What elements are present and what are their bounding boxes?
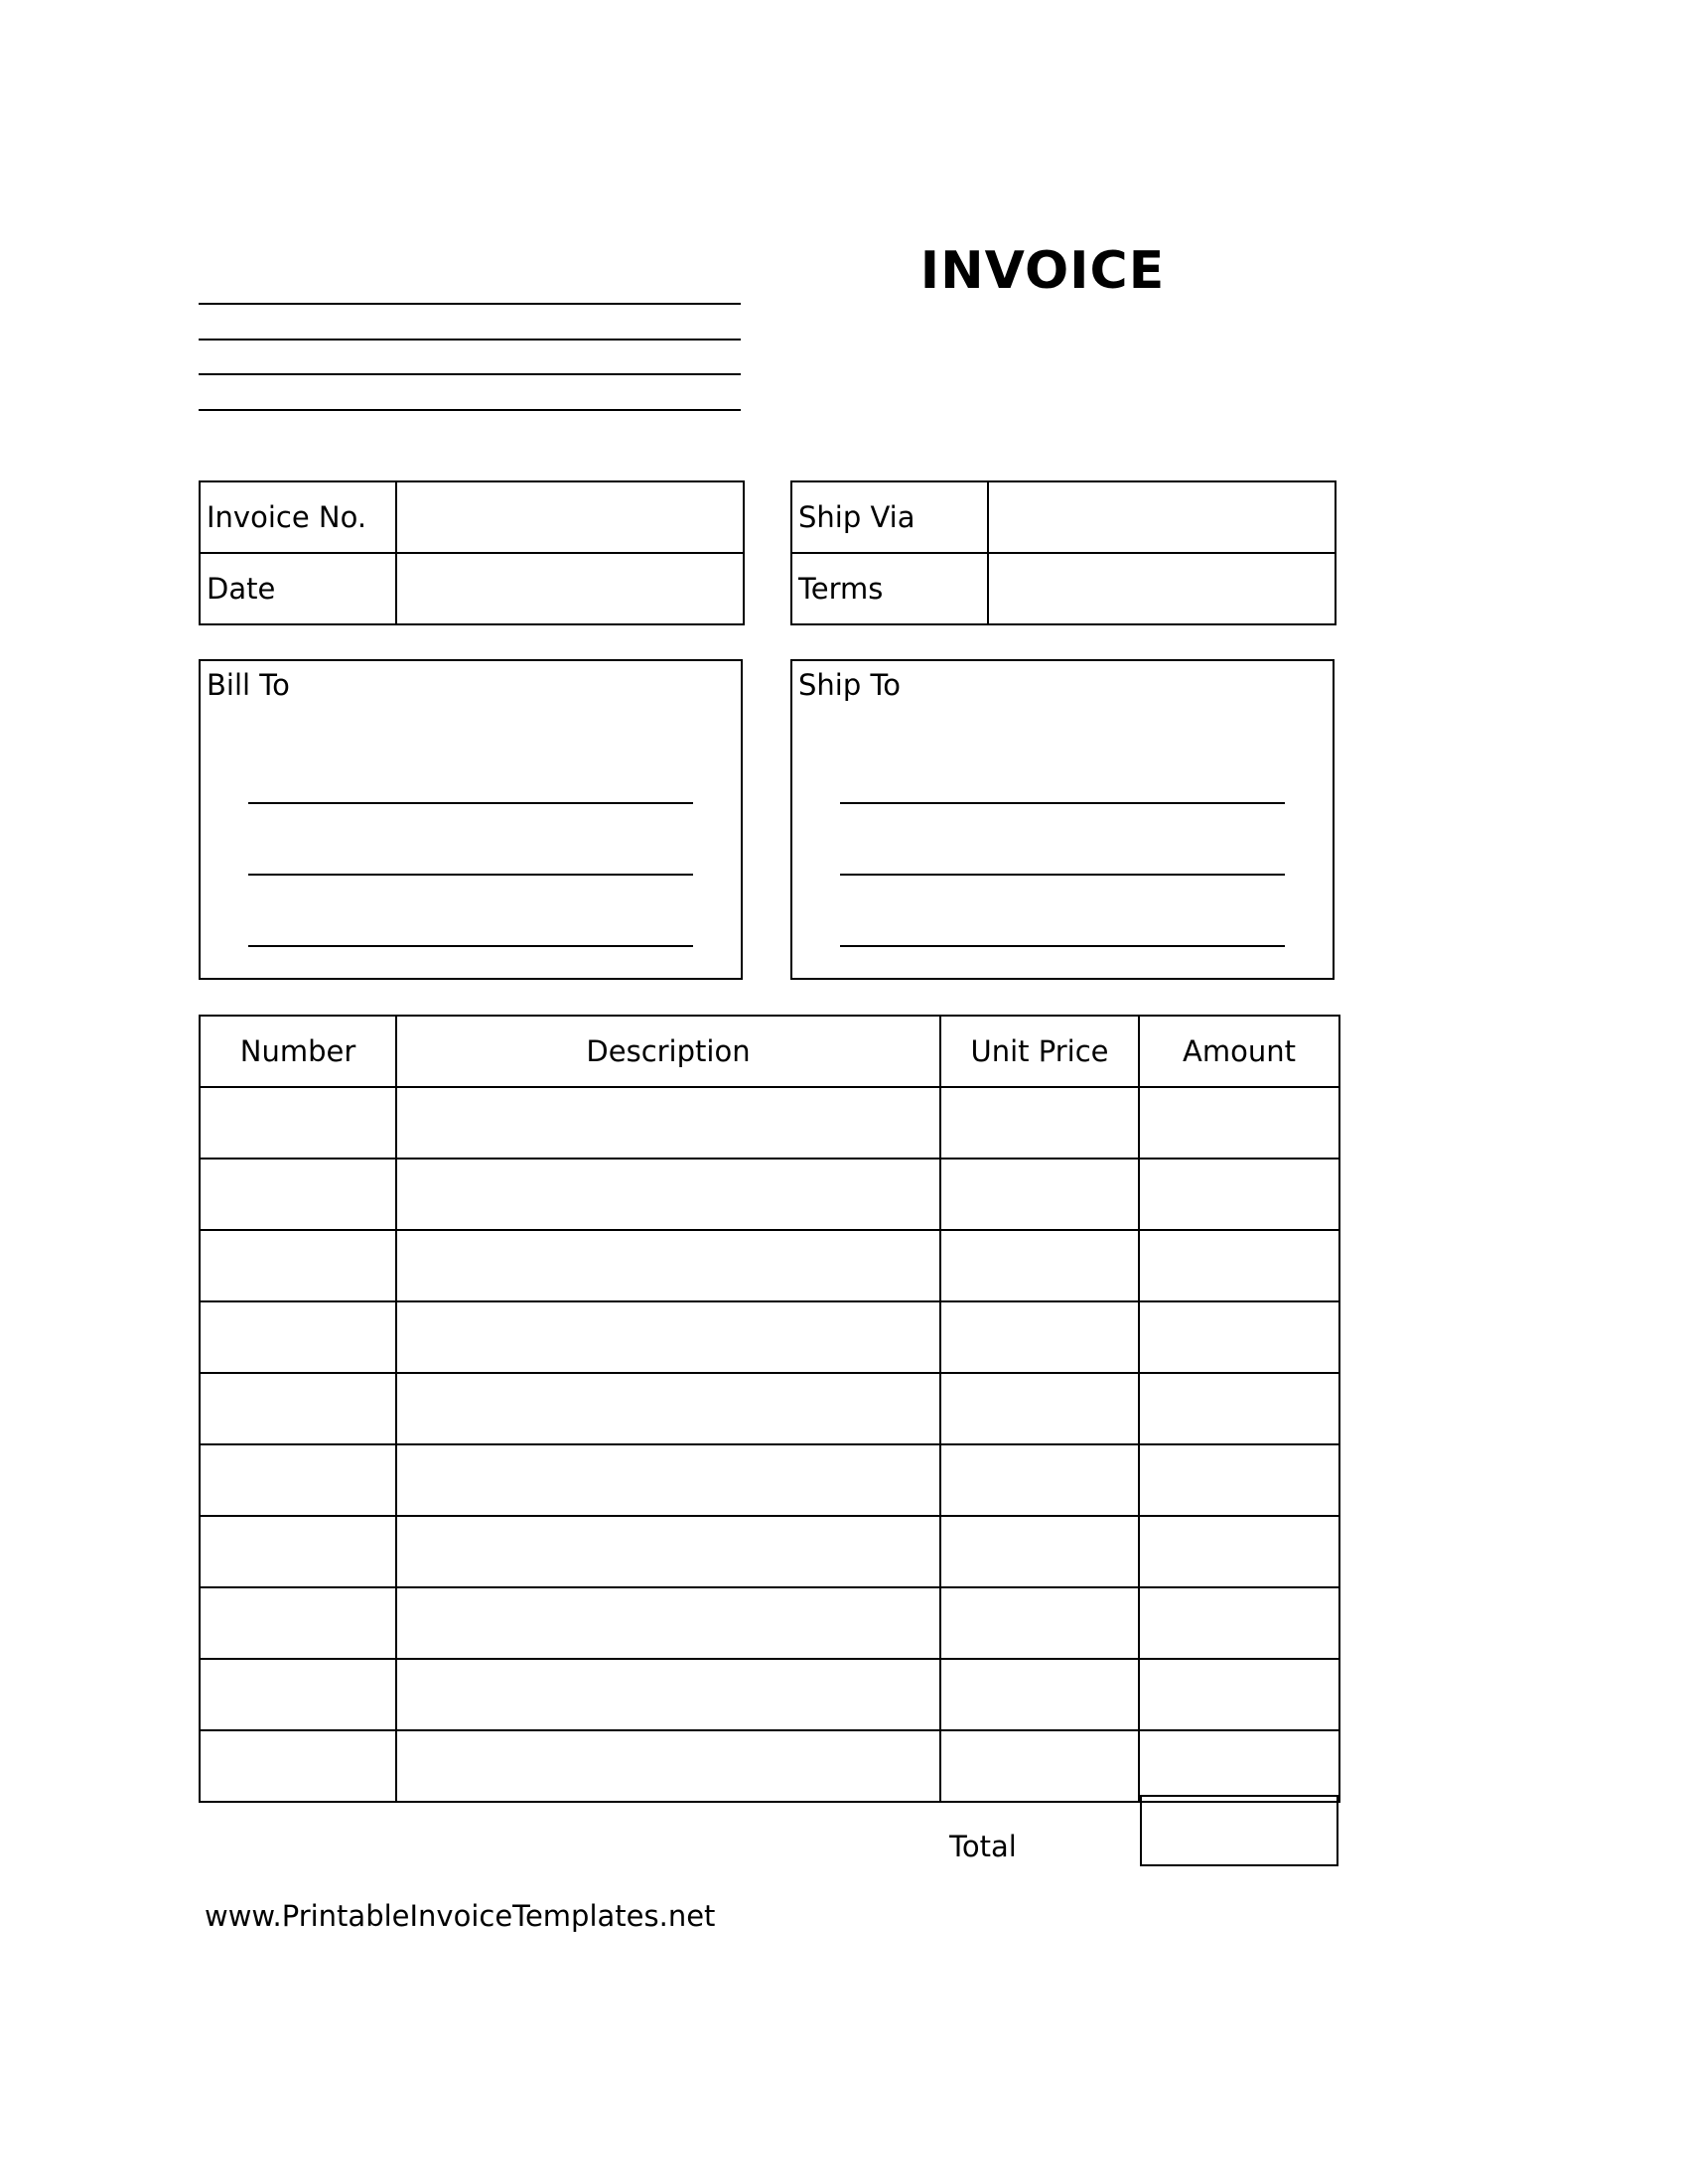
date-field[interactable]	[396, 553, 744, 624]
table-header-row	[200, 1016, 1339, 1087]
description-cell[interactable]	[396, 1230, 940, 1301]
unit-price-cell[interactable]	[940, 1159, 1139, 1230]
amount-cell[interactable]	[1139, 1587, 1339, 1659]
footer-website: www.PrintableInvoiceTemplates.net	[205, 1899, 716, 1933]
sender-line-3[interactable]	[199, 373, 741, 375]
sender-line-1[interactable]	[199, 303, 741, 305]
unit-price-cell[interactable]	[940, 1087, 1139, 1159]
table-row	[200, 1587, 1339, 1659]
amount-cell[interactable]	[1139, 1659, 1339, 1730]
description-cell[interactable]	[396, 1516, 940, 1587]
unit-price-cell[interactable]	[940, 1373, 1139, 1444]
unit-price-cell[interactable]	[940, 1659, 1139, 1730]
table-row	[200, 1301, 1339, 1373]
unit-price-cell[interactable]	[940, 1301, 1139, 1373]
description-cell[interactable]	[396, 1730, 940, 1802]
description-cell[interactable]	[396, 1587, 940, 1659]
number-cell[interactable]	[200, 1301, 396, 1373]
description-cell[interactable]	[396, 1301, 940, 1373]
sender-line-4[interactable]	[199, 409, 741, 411]
amount-cell[interactable]	[1139, 1159, 1339, 1230]
ship-via-label: Ship Via	[791, 481, 988, 553]
unit-price-cell[interactable]	[940, 1444, 1139, 1516]
amount-cell[interactable]	[1139, 1516, 1339, 1587]
invoice-meta-left	[199, 480, 745, 625]
number-cell[interactable]	[200, 1444, 396, 1516]
date-label: Date	[200, 553, 396, 624]
amount-cell[interactable]	[1139, 1230, 1339, 1301]
table-row	[200, 1373, 1339, 1444]
table-row	[200, 1730, 1339, 1802]
ship-to-line-1[interactable]	[840, 802, 1285, 804]
amount-cell[interactable]	[1139, 1730, 1339, 1802]
table-row	[200, 1444, 1339, 1516]
bill-to-label: Bill To	[207, 668, 290, 702]
table-row	[200, 1659, 1339, 1730]
invoice-no-label: Invoice No.	[200, 481, 396, 553]
invoice-meta-right	[790, 480, 1336, 625]
bill-to-line-2[interactable]	[248, 874, 693, 876]
sender-line-2[interactable]	[199, 339, 741, 341]
number-cell[interactable]	[200, 1516, 396, 1587]
description-cell[interactable]	[396, 1159, 940, 1230]
unit-price-cell[interactable]	[940, 1516, 1139, 1587]
number-cell[interactable]	[200, 1659, 396, 1730]
column-header-amount: Amount	[1139, 1016, 1339, 1087]
table-row	[200, 1159, 1339, 1230]
ship-to-line-2[interactable]	[840, 874, 1285, 876]
amount-cell[interactable]	[1139, 1444, 1339, 1516]
number-cell[interactable]	[200, 1159, 396, 1230]
invoice-title: INVOICE	[919, 241, 1166, 301]
total-label: Total	[949, 1830, 1017, 1863]
table-row	[200, 1087, 1339, 1159]
number-cell[interactable]	[200, 1373, 396, 1444]
total-field[interactable]	[1140, 1795, 1338, 1866]
table-row	[200, 1516, 1339, 1587]
number-cell[interactable]	[200, 1087, 396, 1159]
ship-to-line-3[interactable]	[840, 945, 1285, 947]
terms-field[interactable]	[988, 553, 1336, 624]
terms-label: Terms	[791, 553, 988, 624]
invoice-no-field[interactable]	[396, 481, 744, 553]
bill-to-box	[199, 659, 743, 980]
bill-to-line-1[interactable]	[248, 802, 693, 804]
column-header-description: Description	[396, 1016, 940, 1087]
line-items-table	[199, 1015, 1340, 1803]
bill-to-line-3[interactable]	[248, 945, 693, 947]
ship-to-label: Ship To	[798, 668, 902, 702]
number-cell[interactable]	[200, 1230, 396, 1301]
amount-cell[interactable]	[1139, 1087, 1339, 1159]
number-cell[interactable]	[200, 1587, 396, 1659]
column-header-unit-price: Unit Price	[940, 1016, 1139, 1087]
number-cell[interactable]	[200, 1730, 396, 1802]
amount-cell[interactable]	[1139, 1373, 1339, 1444]
description-cell[interactable]	[396, 1444, 940, 1516]
description-cell[interactable]	[396, 1087, 940, 1159]
description-cell[interactable]	[396, 1373, 940, 1444]
unit-price-cell[interactable]	[940, 1230, 1139, 1301]
ship-to-box	[790, 659, 1335, 980]
unit-price-cell[interactable]	[940, 1730, 1139, 1802]
unit-price-cell[interactable]	[940, 1587, 1139, 1659]
table-row	[200, 1230, 1339, 1301]
description-cell[interactable]	[396, 1659, 940, 1730]
column-header-number: Number	[200, 1016, 396, 1087]
ship-via-field[interactable]	[988, 481, 1336, 553]
amount-cell[interactable]	[1139, 1301, 1339, 1373]
